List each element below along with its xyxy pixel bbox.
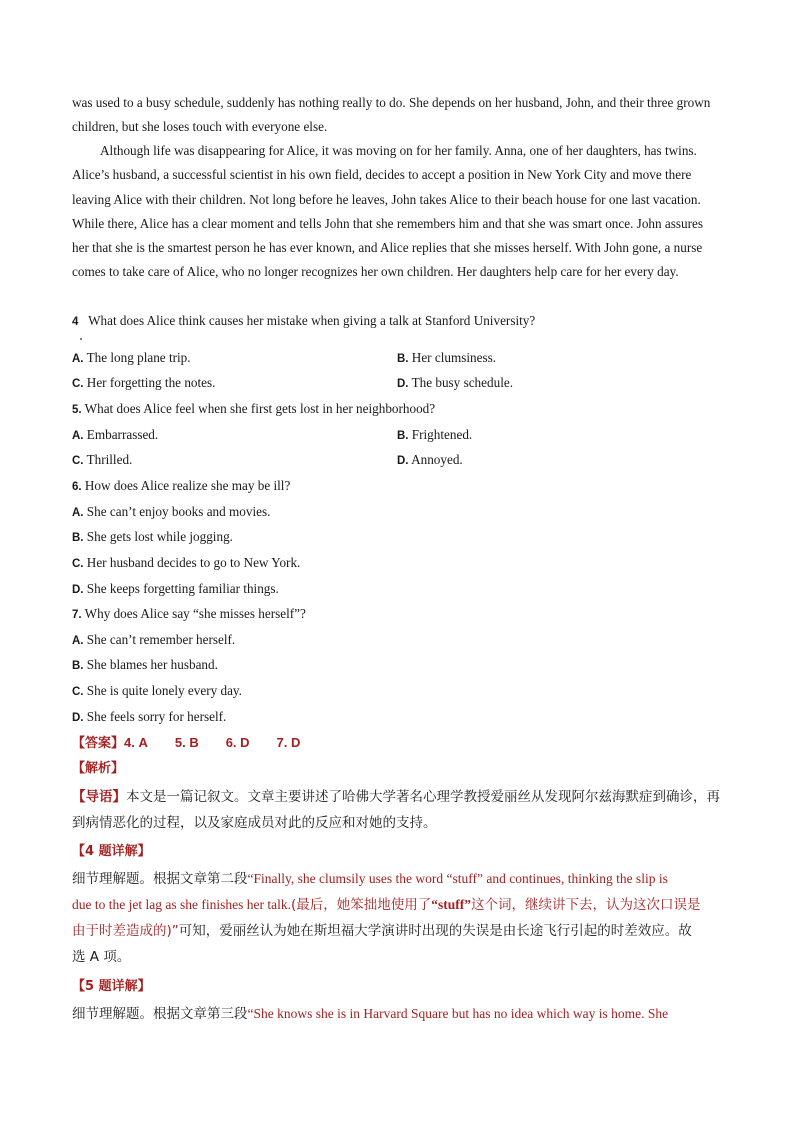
q5-detail-line-1: 细节理解题。根据文章第三段“She knows she is in Harvard Square but has no idea which way is home. She [72, 1006, 669, 1022]
q7-option-c[interactable]: C. She is quite lonely every day. [72, 683, 242, 698]
q6-option-c[interactable]: C. Her husband decides to go to New York. [72, 555, 301, 570]
intro-paragraph [72, 784, 732, 836]
q7-option-b[interactable]: B. She blames her husband. [72, 657, 218, 672]
q4-option-d[interactable]: D. The busy schedule. [397, 375, 514, 390]
q5-option-a[interactable]: A. Embarrassed. [72, 427, 159, 442]
question-4 [72, 313, 535, 330]
q4-detail [72, 866, 732, 970]
q4-detail-line-2: due to the jet lag as she finishes her talk.(最后，她笨拙地使用了“stuff”这个词，继续讲下去，认为这次口误是 [72, 897, 701, 913]
answer-item: 5. B [174, 735, 199, 750]
answer-item: 4. A [124, 735, 148, 750]
question-text: What does Alice think causes her mistake when giving a talk at Stanford University? [88, 313, 536, 328]
question-text: Why does Alice say “she misses herself”? [84, 606, 306, 621]
question-5 [72, 401, 435, 418]
intro-label: 【导语】 [72, 789, 126, 805]
answer-key [72, 735, 300, 752]
q4-option-a[interactable]: A. The long plane trip. [72, 350, 191, 365]
question-text: What does Alice feel when she first gets lost in her neighborhood? [84, 401, 436, 416]
analysis-heading: 【解析】 [72, 761, 125, 776]
q4-detail-heading: 【4 题详解】 [72, 844, 151, 859]
q4-option-b[interactable]: B. Her clumsiness. [397, 350, 497, 365]
q4-detail-line-1: 细节理解题。根据文章第二段“Finally, she clumsily uses the word “stuff” and continues, thinking the slip is [72, 871, 668, 887]
q6-option-a[interactable]: A. She can’t enjoy books and movies. [72, 504, 271, 519]
q5-detail-heading: 【5 题详解】 [72, 979, 151, 994]
q7-option-a[interactable]: A. She can’t remember herself. [72, 632, 236, 647]
q6-option-b[interactable]: B. She gets lost while jogging. [72, 529, 233, 544]
question-text: How does Alice realize she may be ill? [84, 478, 291, 493]
question-number: 5. [72, 404, 82, 416]
answer-label: 【答案】 [72, 736, 125, 751]
question-number: 6. [72, 481, 82, 493]
answer-item: 7. D [276, 735, 301, 750]
question-number: 4 [72, 316, 79, 328]
q7-option-d[interactable]: D. She feels sorry for herself. [72, 709, 227, 724]
q5-option-c[interactable]: C. Thrilled. [72, 452, 133, 467]
question-6 [72, 478, 290, 495]
q4-detail-line-4: 选 A 项。 [72, 949, 131, 965]
question-7 [72, 606, 306, 623]
q5-option-b[interactable]: B. Frightened. [397, 427, 473, 442]
q5-detail [72, 1001, 732, 1027]
stray-dot [80, 338, 82, 340]
answer-item: 6. D [225, 735, 250, 750]
q4-detail-line-3: 由于时差造成的)”可知，爱丽丝认为她在斯坦福大学演讲时出现的失误是由长途飞行引起的时差效应。故 [72, 923, 692, 939]
q6-option-d[interactable]: D. She keeps forgetting familiar things. [72, 581, 279, 596]
q4-option-c[interactable]: C. Her forgetting the notes. [72, 375, 216, 390]
passage-paragraph-1: was used to a busy schedule, suddenly has nothing really to do. She depends on her husband, John, and their three grown children, but she loses touch with everyone else. [72, 95, 711, 135]
q5-option-d[interactable]: D. Annoyed. [397, 452, 463, 467]
passage-paragraph-2: Although life was disappearing for Alice, it was moving on for her family. Anna, one of her daughters, has twins. Alice’s husband, a successful scientist in his own field, decides to accept a position in New York City and move there leaving Alice with their children. Not long before he leaves, John takes Alice to their beach house for one last vacation. While there, Alice has a clear moment and tells John that she remembers him and that she was smart once. John assures her that she is the smartest person he has ever known, and Alice replies that she misses herself. With John gone, a nurse comes to take care of Alice, who no longer recognizes her own children. Her daughters help care for her every day. [72, 143, 703, 280]
intro-text: 本文是一篇记叙文。文章主要讲述了哈佛大学著名心理学教授爱丽丝从发现阿尔兹海默症到确诊，再到病情恶化的过程，以及家庭成员对此的反应和对她的支持。 [72, 789, 720, 831]
question-number: 7. [72, 609, 82, 621]
